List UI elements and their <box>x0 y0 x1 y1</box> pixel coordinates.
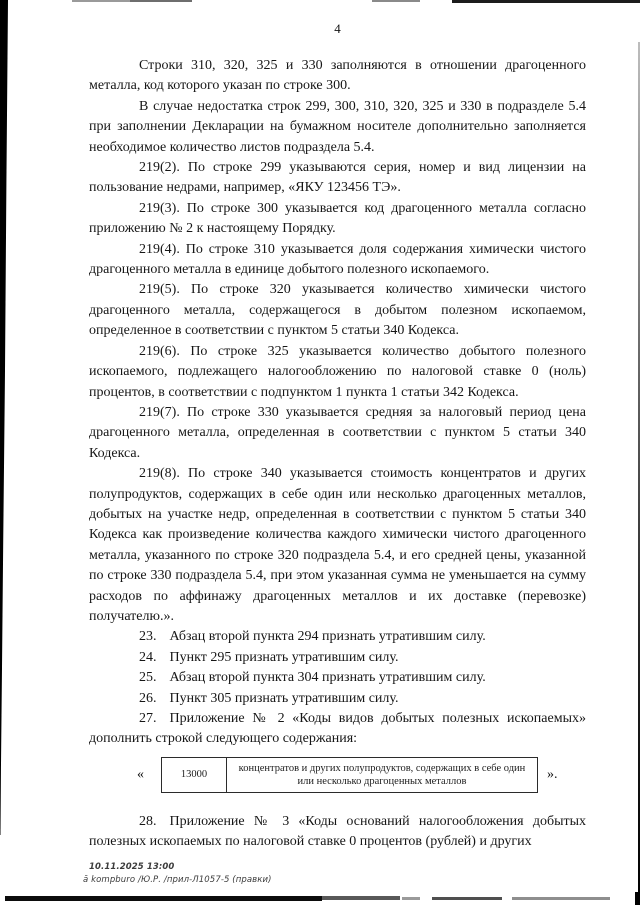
paragraph: 219(6). По строке 325 указывается количество добытого полезного ископаемого, подлежащего налогообложению по налоговой ставке 0 (ноль) процентов, в соответствии с подпунктом 1 пункта 1 статьи 342 Кодекса. <box>89 343 586 400</box>
scan-artifact-top-edge <box>372 0 420 2</box>
footer-stamp: ā kompburo /Ю.Р. /прил-Л1057-5 (правки) <box>83 874 272 885</box>
paragraph: Строки 310, 320, 325 и 330 заполняются в отношении драгоценного металла, код которого указан по строке 300. <box>89 58 586 94</box>
scan-artifact-bottom-edge <box>432 897 502 900</box>
list-item <box>89 668 586 688</box>
description-cell: концентратов и других полупродуктов, содержащих в себе один или несколько драгоценных металлов <box>227 757 538 792</box>
scan-artifact-bottom-edge <box>322 896 400 900</box>
list-item <box>89 812 586 853</box>
scan-artifact-top-edge <box>130 0 192 2</box>
scan-artifact-bottom-edge <box>402 897 420 900</box>
amendment-table-block <box>89 757 586 799</box>
paragraph: 219(5). По строке 320 указывается количество химически чистого драгоценного металла, содержащегося в добытом полезном ископаемом, определенное в соответствии с пунктом 5 статьи 340 Кодекса. <box>89 282 586 339</box>
list-item-number: 28. <box>139 813 157 829</box>
list-item-text: Абзац второй пункта 304 признать утратившим силу. <box>169 670 486 686</box>
close-quote: ». <box>547 766 558 782</box>
list-item <box>89 689 586 709</box>
list-item-text: Пункт 305 признать утратившим силу. <box>169 690 399 706</box>
table-row <box>162 757 538 792</box>
list-item-number: 23. <box>139 629 157 645</box>
page-number: 4 <box>334 21 341 36</box>
scan-artifact-bottom-edge <box>5 896 322 901</box>
list-item-text: Приложение № 2 «Коды видов добытых полезных ископаемых» дополнить строкой следующего содержания: <box>89 711 586 747</box>
paragraph: 219(7). По строке 330 указывается средняя за налоговый период цена драгоценного металла, определенная в соответствии с пунктом 5 статьи 340 Кодекса. <box>89 404 586 461</box>
code-cell: 13000 <box>162 757 227 792</box>
list-item <box>89 648 586 668</box>
document-body <box>89 56 586 853</box>
list-item <box>89 627 586 647</box>
list-item <box>89 709 586 750</box>
open-quote: « <box>137 766 144 782</box>
list-item-text: Пункт 295 признать утратившим силу. <box>169 649 399 665</box>
scan-artifact-corner <box>635 892 640 905</box>
paragraph: В случае недостатка строк 299, 300, 310, 320, 325 и 330 в подразделе 5.4 при заполнении Декларации на бумажном носителе дополнительно заполняется необходимое количество листов подраздела 5.4. <box>89 98 586 155</box>
footer-timestamp: 10.11.2025 13:00 <box>89 862 175 872</box>
list-item-text: Абзац второй пункта 294 признать утратившим силу. <box>169 629 486 645</box>
scan-artifact-left-edge <box>0 0 8 835</box>
list-item-number: 27. <box>139 711 157 726</box>
paragraph: 219(8). По строке 340 указывается стоимость концентратов и других полупродуктов, содержащих в себе один или несколько драгоценных металлов, добытых на участке недр, определенная в соответствии с пунктом 5 статьи 340 Кодекса как произведение количества каждого химически чистого драгоценного металла, указанного по строке 320 подраздела 5.4, и его средней цены, указанной по строке 330 подраздела 5.4, при этом указанная сумма не уменьшается на сумму расходов по аффинажу драгоценных металлов и их доставке (перевозке) получателю.». <box>89 466 586 624</box>
scan-artifact-top-edge <box>72 0 130 2</box>
footer <box>83 861 272 886</box>
paragraph: 219(3). По строке 300 указывается код драгоценного металла согласно приложению № 2 к настоящему Порядку. <box>89 200 586 237</box>
list-item-number: 25. <box>139 670 157 686</box>
list-item-number: 26. <box>139 690 157 706</box>
paragraph: 219(2). По строке 299 указываются серия, номер и вид лицензии на пользование недрами, например, «ЯКУ 123456 ТЭ». <box>89 160 586 196</box>
scan-artifact-top-edge <box>452 0 640 3</box>
paragraph: 219(4). По строке 310 указывается доля содержания химически чистого драгоценного металла в единице добытого полезного ископаемого. <box>89 241 586 278</box>
list-item-text: Приложение № 3 «Коды оснований налогообложения добытых полезных ископаемых по налоговой ставке 0 процентов (рублей) и других <box>89 813 586 850</box>
amendment-table <box>161 757 538 793</box>
scan-artifact-bottom-edge <box>512 897 610 900</box>
list-item-number: 24. <box>139 649 157 665</box>
